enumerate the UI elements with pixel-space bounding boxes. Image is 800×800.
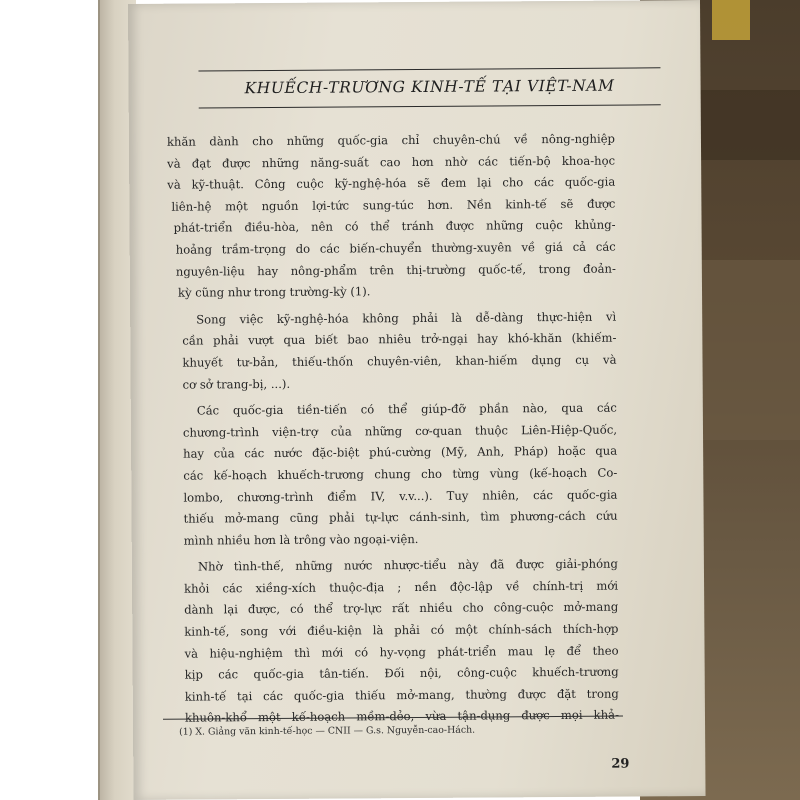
- text-line: lombo, chương-trình điểm IV, v.v...). Tuy nhiên, các quốc-gia: [183, 487, 618, 505]
- paragraph: [182, 306, 617, 395]
- text-line: Nhờ tình-thế, những nước nhược-tiểu này đã được giải-phóng: [197, 556, 618, 574]
- text-line: khuyết tư-bản, thiếu-thốn chuyên-viên, khan-hiếm dụng cụ và: [182, 352, 617, 370]
- text-line: các kế-hoạch khuếch-trương chung cho từng vùng (kế-hoạch Co-: [183, 465, 618, 483]
- text-line: kịp các quốc-gia tân-tiến. Đối nội, công-cuộc khuếch-trương: [184, 664, 619, 682]
- text-line: kỳ cũng như trong trường-kỳ (1).: [177, 284, 371, 300]
- text-line: kinh-tế, song với điều-kiện là phải có một chính-sách thích-hợp: [184, 621, 619, 639]
- text-line: dành lại được, có thể trợ-lực rất nhiều cho công-cuộc mở-mang: [184, 600, 619, 618]
- paragraph: [183, 398, 618, 552]
- text-line: hoảng trầm-trọng do các biến-chuyển thường-xuyên về giá cả các: [175, 239, 616, 257]
- text-line: liên-hệ một nguồn lợi-tức sung-túc hơn. Nền kinh-tế sẽ được: [171, 196, 616, 214]
- text-line: cần phải vượt qua biết bao nhiêu trở-ngại hay khó-khăn (khiếm-: [182, 330, 617, 348]
- text-line: khuôn-khổ một kế-hoạch mềm-dẻo, vừa tận-dụng được mọi khả-: [184, 708, 620, 726]
- text-line: Song việc kỹ-nghệ-hóa không phải là dễ-dàng thực-hiện vì: [196, 309, 617, 327]
- text-line: mình nhiều hơn là trông vào ngoại-viện.: [183, 531, 419, 548]
- text-line: phát-triển điều-hòa, nên có thể tránh được những cuộc khủng-: [173, 217, 616, 236]
- text-line: hay của các nước đặc-biệt phú-cường (Mỹ, Anh, Pháp) hoặc qua: [183, 443, 618, 461]
- text-line: và hiệu-nghiệm thì mới có hy-vọng phát-triển mau lẹ để theo: [184, 643, 619, 661]
- book-page: [128, 0, 706, 800]
- text-line: nguyên-liệu hay nông-phẩm trên thị-trường quốc-tế, trong đoản-: [175, 261, 616, 279]
- text-line: Các quốc-gia tiền-tiến có thể giúp-đỡ phần nào, qua các: [196, 400, 617, 418]
- text-line: thiếu mở-mang cũng phải tự-lực cánh-sinh, tìm phương-cách cứu: [183, 508, 618, 526]
- text-line: và kỹ-thuật. Công cuộc kỹ-nghệ-hóa sẽ đem lại cho các quốc-gia: [167, 174, 616, 192]
- footnote: (1) X. Giảng văn kinh-tế-học — CNII — G.s. Nguyễn-cao-Hách.: [179, 724, 476, 738]
- background-left: [0, 0, 100, 800]
- header-rule: [199, 104, 661, 108]
- body-text: [166, 129, 620, 730]
- text-line: khăn dành cho những quốc-gia chỉ chuyên-chú về nông-nghiệp: [166, 131, 616, 149]
- text-line: và đạt được những năng-suất cao hơn nhờ các tiến-bộ khoa-học: [167, 153, 616, 171]
- paragraph: [166, 129, 616, 305]
- header-rule: [198, 67, 660, 71]
- running-header: KHUẾCH-TRƯƠNG KINH-TẾ TẠI VIỆT-NAM: [244, 76, 615, 98]
- text-line: chương-trình viện-trợ của những cơ-quan thuộc Liên-Hiệp-Quốc,: [182, 422, 618, 440]
- background-object: [712, 0, 750, 40]
- text-line: kinh-tế tại các quốc-gia thiếu mở-mang, thường được đặt trong: [184, 686, 619, 704]
- paragraph: [184, 554, 619, 730]
- page-number: 29: [611, 756, 630, 772]
- text-line: khỏi các xiềng-xích thuộc-địa ; nền độc-lập về chính-trị mới: [184, 578, 619, 596]
- text-line: cơ sở trang-bị, ...).: [182, 376, 291, 392]
